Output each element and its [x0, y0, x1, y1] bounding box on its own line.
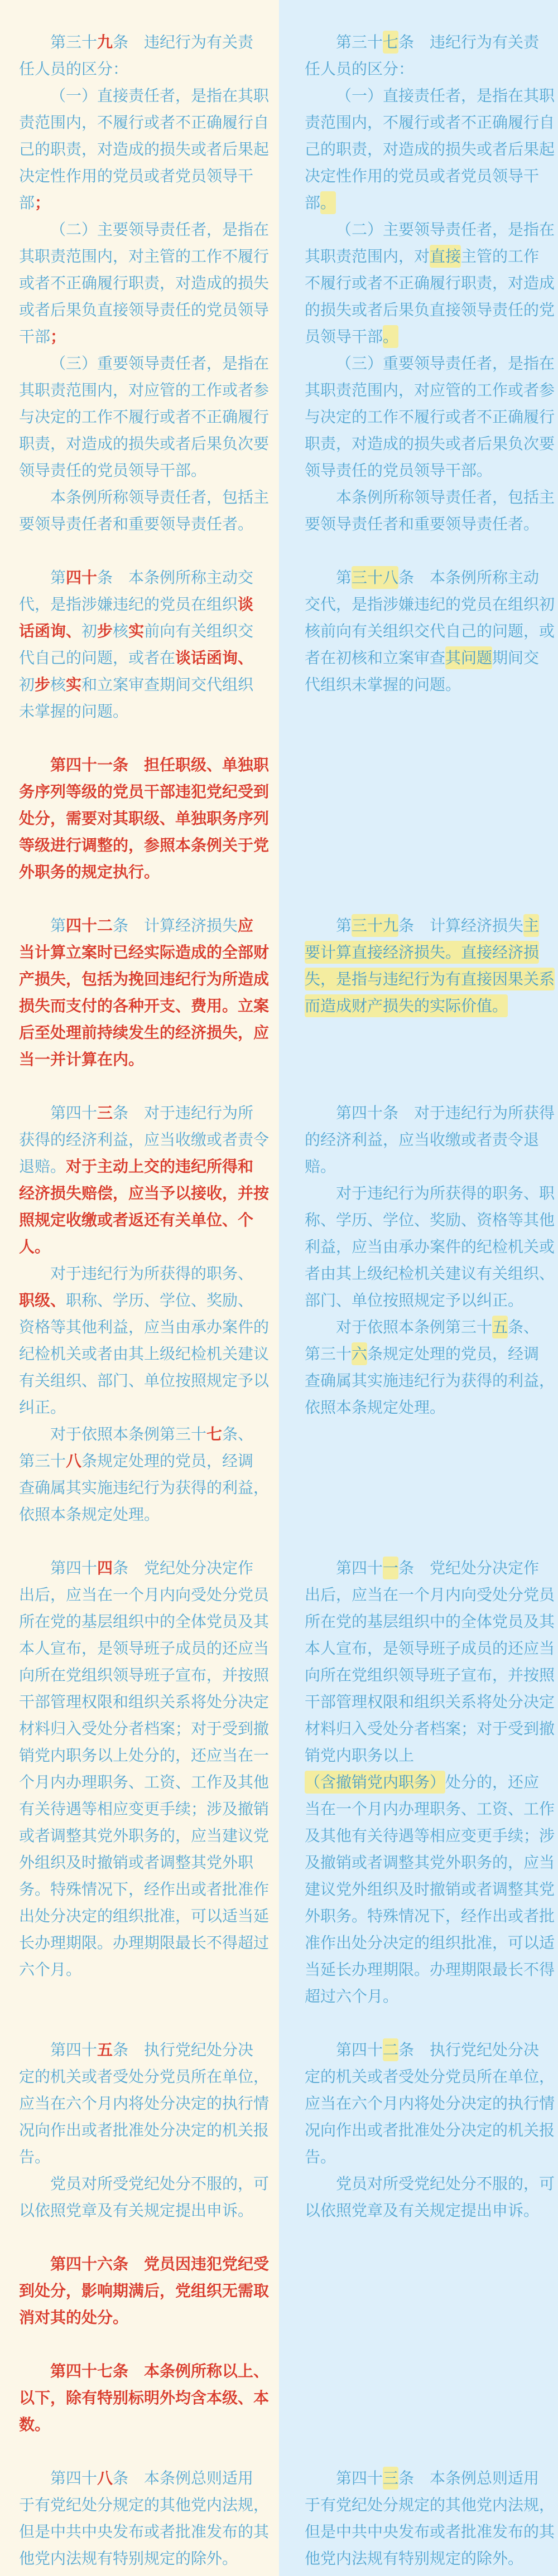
diff-added-run: 五 [492, 1316, 508, 1338]
new-version-cell [279, 752, 558, 886]
diff-added-run: 一 [383, 1557, 398, 1579]
new-version-cell [279, 2251, 558, 2331]
paragraph [19, 564, 269, 725]
text-run: 处分的，还应当在一个月内办理职务、工资、工作及其他有关待遇等相应变更手续；涉及撤销或者调整其党外职务的，应当建议党外组织及时撤销或者调整其党外职务。特殊情况下，经作出或者批准作出处分决定的组织批准，可以适当延长办理期限。办理期限最长不得超过六个月。 [305, 1773, 555, 2005]
text-run: 本条例所称领导责任者，包括主要领导责任者和重要领导责任者。 [305, 489, 555, 533]
paragraph [19, 2171, 269, 2224]
text-run: （三）重要领导责任者，是指在其职责范围内，对应管的工作或者参与决定的工作不履行或者不正确履行职责，对造成的损失或者后果负次要领导责任的党员领导干部。 [19, 355, 270, 479]
paragraph [305, 564, 555, 698]
diff-removed-run: 谈话函询、 [19, 596, 254, 640]
text-run: （一）直接责任者，是指在其职责范围内，不履行或者不正确履行自己的职责，对造成的损失或者后果起决定性作用的党员或者党员领导干部 [305, 87, 555, 211]
diff-added-run: 三十八 [352, 566, 398, 589]
old-version-cell [0, 564, 279, 725]
text-run: 条规定处理的党员，经调查确属其实施违纪行为获得的利益，依照本条规定处理。 [305, 1345, 555, 1416]
new-version-cell [279, 1555, 558, 2010]
diff-added-run: 其问题 [445, 646, 492, 669]
diff-added-run: （含撤销党内职务） [305, 1771, 445, 1794]
text-run: 和立案审查期间交代组织未掌握的问题。 [19, 676, 254, 720]
text-run: 第三十 [50, 33, 98, 51]
paragraph [305, 1555, 555, 2010]
diff-added-run: 直接 [430, 245, 461, 268]
diff-removed-run: 应当计算立案时已经实际造成的全部财产损失，包括为挽回违纪行为所造成损失而支付的各种开支、费用。立案后至处理前持续发生的经济损失，应当一并计算在内。 [19, 917, 270, 1068]
text-run: 对于依照本条例第三十 [50, 1425, 207, 1443]
diff-removed-run: 三 [97, 1104, 113, 1122]
text-run: 对于违纪行为所获得的职务、 [50, 1265, 254, 1282]
text-run: 条规定处理的党员，经调查确属其实施违纪行为获得的利益，依照本条规定处理。 [19, 1452, 270, 1523]
diff-removed-run: ； [50, 328, 66, 345]
paragraph [19, 2037, 269, 2171]
old-version-cell [0, 1100, 279, 1528]
paragraph [19, 1100, 269, 1260]
text-run: 初 [81, 622, 98, 640]
diff-removed-run: 四十 [66, 569, 98, 586]
paragraph [305, 484, 555, 538]
diff-removed-run: 对于主动上交的违纪所得和经济损失赔偿，应当予以接收，并按照规定收缴或者返还有关单位、个人。 [19, 1158, 270, 1255]
text-run: （二）主要领导责任者，是指在其职责范围内，对主管的工作不履行或者不正确履行职责，对造成的损失或者后果负直接领导责任的党员领导干部 [19, 221, 270, 345]
text-run: （二）主要领导责任者，是指在其职责范围内，对 [305, 221, 555, 265]
text-run: 初 [19, 676, 35, 693]
text-run: 第四十 [50, 2469, 98, 2487]
text-run: 第四十 [50, 2041, 98, 2058]
paragraph [305, 912, 555, 1019]
paragraph [305, 350, 555, 484]
old-version-cell [0, 912, 279, 1073]
text-run: 第四十 [336, 2469, 383, 2487]
paragraph [19, 2251, 269, 2331]
paragraph [19, 350, 269, 484]
text-run: 条 本条例所称主动交代，是指涉嫌违纪的党员在组织初核前向有关组织交代自己的问题，或者在初核和立案审查 [305, 569, 555, 666]
text-run: 第四十 [336, 1559, 383, 1577]
diff-removed-run: 四十二 [66, 917, 113, 934]
text-run: 第三十 [336, 33, 383, 51]
text-run: 职称、学历、学位、奖励、资格等其他利益，应当由承办案件的纪检机关或者由其上级纪检机关建议有关组织、部门、单位按照规定予以纠正。 [19, 1292, 270, 1416]
text-run: 条 本条例所称主动交代，是指涉嫌违纪的党员在组织 [19, 569, 254, 613]
text-run: 期间交代组织未掌握的问题。 [305, 649, 540, 693]
text-run: 核 [113, 622, 129, 640]
diff-added-run: 二 [383, 2038, 398, 2061]
text-run: 第 [50, 569, 66, 586]
text-run: 第四十 [50, 1559, 98, 1577]
diff-removed-run: 实 [128, 622, 145, 640]
paragraph [19, 29, 269, 83]
text-run: 条 党纪处分决定作出后，应当在一个月内向受处分党员所在党的基层组织中的全体党员及其本人宣布，是领导班子成员的还应当向所在党组织领导班子宣布，并按照干部管理权限和组织关系将处分决定材料归入受处分者档案；对于受到撤销党内职务以上处分的，还应当在一个月内办理职务、工资、工作及其他有关待遇等相应变更手续；涉及撤销或者调整其党外职务的，应当建议党外组织及时撤销或者调整其党外职务。特殊情况下，经作出或者批准作出处分决定的组织批准，可以适当延长办理期限。办理期限最长不得超过六个月。 [19, 1559, 270, 1978]
paragraph [19, 752, 269, 886]
new-version-cell [279, 29, 558, 538]
diff-removed-run: 第四十一条 担任职级、单独职务序列等级的党员干部违犯党纪受到处分，需要对其职级、单独职务序列等级进行调整的，参照本条例关于党外职务的规定执行。 [19, 756, 270, 881]
paragraph [19, 83, 269, 216]
text-run: 第 [336, 917, 352, 934]
text-run: 条 违纪行为有关责任人员的区分： [305, 33, 540, 78]
text-run: 核 [50, 676, 66, 693]
text-run: 第四十条 对于违纪行为所获得的经济利益，应当收缴或者责令退赔。 [305, 1104, 555, 1175]
paragraph [305, 1180, 555, 1314]
text-run: 对于依照本条例第三十 [336, 1318, 493, 1336]
new-version-cell [279, 2465, 558, 2572]
paragraph [19, 1260, 269, 1421]
paragraph [19, 2465, 269, 2572]
paragraph [305, 83, 555, 216]
paragraph [305, 1100, 555, 1180]
text-run: 党员对所受党纪处分不服的，可以依照党章及有关规定提出申诉。 [305, 2175, 555, 2219]
text-run: 条 执行党纪处分决定的机关或者受处分党员所在单位，应当在六个月内将处分决定的执行情况向作出或者批准处分决定的机关报告。 [19, 2041, 270, 2166]
diff-removed-run: 四 [97, 1559, 113, 1577]
old-version-cell [0, 2251, 279, 2331]
text-run: 第 [336, 569, 352, 586]
text-run: 条、第三十 [19, 1425, 254, 1470]
text-run: （一）直接责任者，是指在其职责范围内，不履行或者不正确履行自己的职责，对造成的损失或者后果起决定性作用的党员或者党员领导干部 [19, 87, 270, 211]
paragraph [19, 912, 269, 1073]
text-run: 条 计算经济损失 [398, 917, 524, 934]
text-run: 党员对所受党纪处分不服的，可以依照党章及有关规定提出申诉。 [19, 2175, 270, 2219]
text-run: 条 对于违纪行为所获得的经济利益，应当收缴或者责令退赔。 [19, 1104, 270, 1175]
paragraph [19, 1421, 269, 1528]
diff-removed-run: 实 [66, 676, 82, 693]
diff-removed-run: 第四十七条 本条例所称以上、以下，除有特别标明外均含本级、本数。 [19, 2362, 270, 2433]
text-run: 第四十 [336, 2041, 383, 2058]
diff-removed-run: 第四十六条 党员因违犯党纪受到处分，影响期满后，党组织无需取消对其的处分。 [19, 2255, 270, 2326]
new-version-cell [279, 2037, 558, 2224]
diff-added-run: 。 [320, 191, 336, 214]
new-version-cell [279, 912, 558, 1073]
diff-removed-run: 七 [206, 1425, 223, 1443]
text-run: 本条例所称领导责任者，包括主要领导责任者和重要领导责任者。 [19, 489, 270, 533]
paragraph [19, 1555, 269, 1983]
text-run: 条 党纪处分决定作出后，应当在一个月内向受处分党员所在党的基层组织中的全体党员及其本人宣布，是领导班子成员的还应当向所在党组织领导班子宣布，并按照干部管理权限和组织关系将处分决定材料归入受处分者档案；对于受到撤销党内职务以上 [305, 1559, 555, 1764]
text-run: 第 [50, 917, 66, 934]
diff-added-run: 三 [383, 2467, 398, 2490]
paragraph [305, 2171, 555, 2224]
text-run: 主管的工作不履行或者不正确履行职责，对造成的损失或者后果负直接领导责任的党员领导干部 [305, 248, 555, 345]
diff-added-run: 三十九 [352, 914, 398, 937]
paragraph [19, 484, 269, 538]
diff-removed-run: 职级、 [19, 1292, 66, 1309]
diff-added-run: 。 [383, 325, 398, 348]
diff-added-run: 主要计算直接经济损失。直接经济损失，是指与违纪行为有直接因果关系而造成财产损失的实际价值。 [305, 914, 555, 1017]
paragraph [305, 29, 555, 83]
diff-added-run: 七 [383, 31, 398, 54]
paragraph [305, 2037, 555, 2171]
diff-removed-run: 谈话函询、 [175, 649, 254, 666]
old-version-cell [0, 752, 279, 886]
paragraph [305, 1314, 555, 1421]
paragraph [305, 216, 555, 350]
diff-removed-run: 八 [97, 2469, 113, 2487]
paragraph [19, 2358, 269, 2438]
text-run: 对于违纪行为所获得的职务、职称、学历、学位、奖励、资格等其他利益，应当由承办案件的纪检机关或者由其上级纪检机关建议有关组织、部门、单位按照规定予以纠正。 [305, 1185, 555, 1309]
old-version-cell [0, 2465, 279, 2572]
text-run: 条 本条例总则适用于有党纪处分规定的其他党内法规，但是中共中央发布或者批准发布的其他党内法规有特别规定的除外。 [19, 2469, 270, 2567]
diff-removed-run: ； [35, 194, 51, 211]
text-run: 条 本条例总则适用于有党纪处分规定的其他党内法规，但是中共中央发布或者批准发布的其他党内法规有特别规定的除外。 [305, 2469, 555, 2567]
text-run: 条 执行党纪处分决定的机关或者受处分党员所在单位，应当在六个月内将处分决定的执行情况向作出或者批准处分决定的机关报告。 [305, 2041, 555, 2166]
text-run: 前向有关组织交代自己的问题，或者在 [19, 622, 254, 666]
old-version-cell [0, 29, 279, 538]
new-version-cell [279, 1100, 558, 1528]
diff-removed-run: 八 [66, 1452, 82, 1470]
old-version-cell [0, 2037, 279, 2224]
text-run: 条、第三十 [305, 1318, 540, 1362]
old-version-cell [0, 2358, 279, 2438]
new-version-cell [279, 2358, 558, 2438]
text-run: 第四十 [50, 1104, 98, 1122]
diff-removed-run: 步 [97, 622, 113, 640]
new-version-cell [279, 564, 558, 725]
text-run: 条 计算经济损失 [113, 917, 238, 934]
diff-removed-run: 五 [97, 2041, 113, 2058]
text-run: （三）重要领导责任者，是指在其职责范围内，对应管的工作或者参与决定的工作不履行或者不正确履行职责，对造成的损失或者后果负次要领导责任的党员领导干部。 [305, 355, 555, 479]
paragraph [305, 2465, 555, 2572]
old-version-cell [0, 1555, 279, 2010]
paragraph [19, 216, 269, 350]
diff-removed-run: 九 [97, 33, 113, 51]
diff-removed-run: 步 [35, 676, 51, 693]
diff-added-run: 六 [352, 1342, 367, 1365]
text-run: 条 违纪行为有关责任人员的区分： [19, 33, 254, 78]
